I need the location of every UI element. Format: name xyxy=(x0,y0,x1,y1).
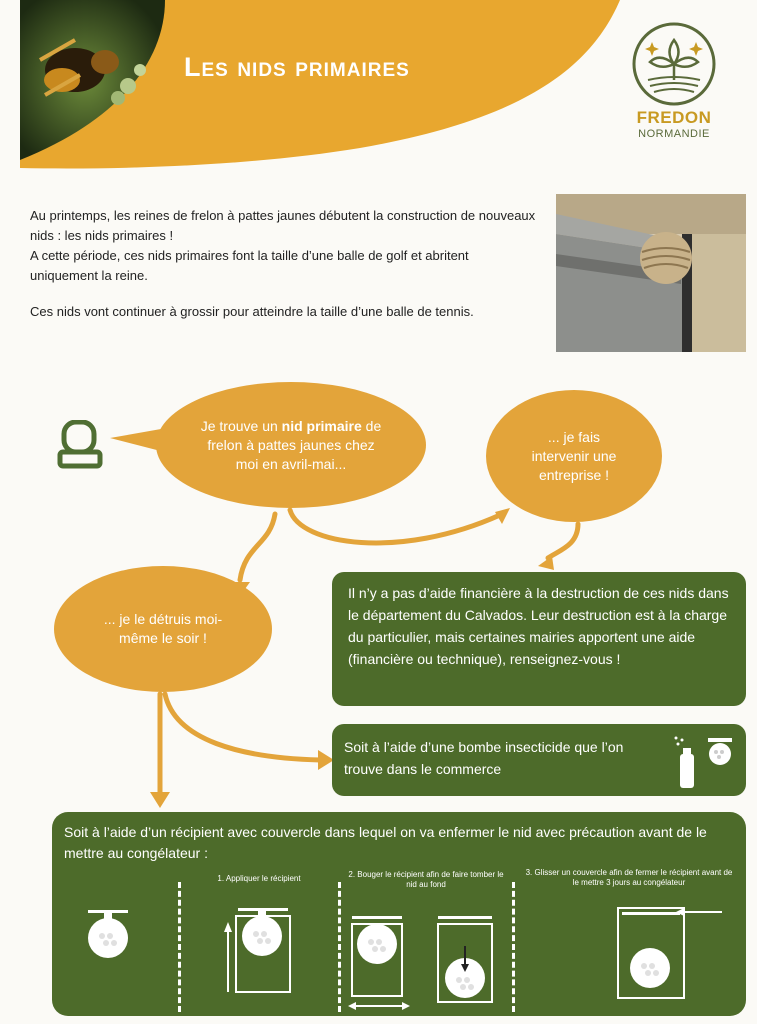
container-method-box xyxy=(52,812,746,1016)
self-bubble-text: ... je le détruis moi-même le soir ! xyxy=(103,611,223,646)
spray-can-icon xyxy=(674,734,736,790)
spray-text: Soit à l’aide d’une bombe insecticide que l’on trouve dans le commerce xyxy=(344,739,624,777)
financial-aid-box: Il n’y a pas d’aide financière à la destruction de ces nids dans le département du Calvados. Leur destruction est à la charge du particulier, mais certaines mairies apportent une aide (financière ou technique), renseignez-vous ! xyxy=(332,572,746,706)
step1-caption: 1. Appliquer le récipient xyxy=(217,874,301,883)
intro-paragraph: Au printemps, les reines de frelon à pattes jaunes débutent la construction de nouveaux nids : les nids primaires ! xyxy=(30,208,536,243)
logo-region: NORMANDIE xyxy=(638,128,710,140)
intro-paragraph: A cette période, ces nids primaires font la taille d’une balle de golf et abritent uniquement la reine. xyxy=(30,248,469,283)
spray-box xyxy=(332,724,746,796)
person-icon xyxy=(54,420,108,472)
container-method-text: Soit à l’aide d’un récipient avec couvercle dans lequel on va enfermer le nid avec précaution avant de le mettre au congélateur : xyxy=(64,824,707,861)
company-bubble-text: ... je fais intervenir une entreprise ! xyxy=(531,428,617,483)
logo-name: FREDON xyxy=(636,108,712,127)
page-title: Les nids primaires xyxy=(184,52,410,82)
steps-illustration xyxy=(52,812,746,1016)
step2-caption: 2. Bouger le récipient afin de faire tomber le nid au fond xyxy=(348,870,504,889)
intro-paragraph: Ces nids vont continuer à grossir pour atteindre la taille d’une balle de tennis. xyxy=(30,304,474,319)
step3-caption: 3. Glisser un couvercle afin de fermer le récipient avant de le mettre 3 jours au congélateur xyxy=(525,868,733,887)
start-bubble-text: Je trouve un nid primaire de frelon à pattes jaunes chez moi en avril-mai... xyxy=(200,417,382,472)
